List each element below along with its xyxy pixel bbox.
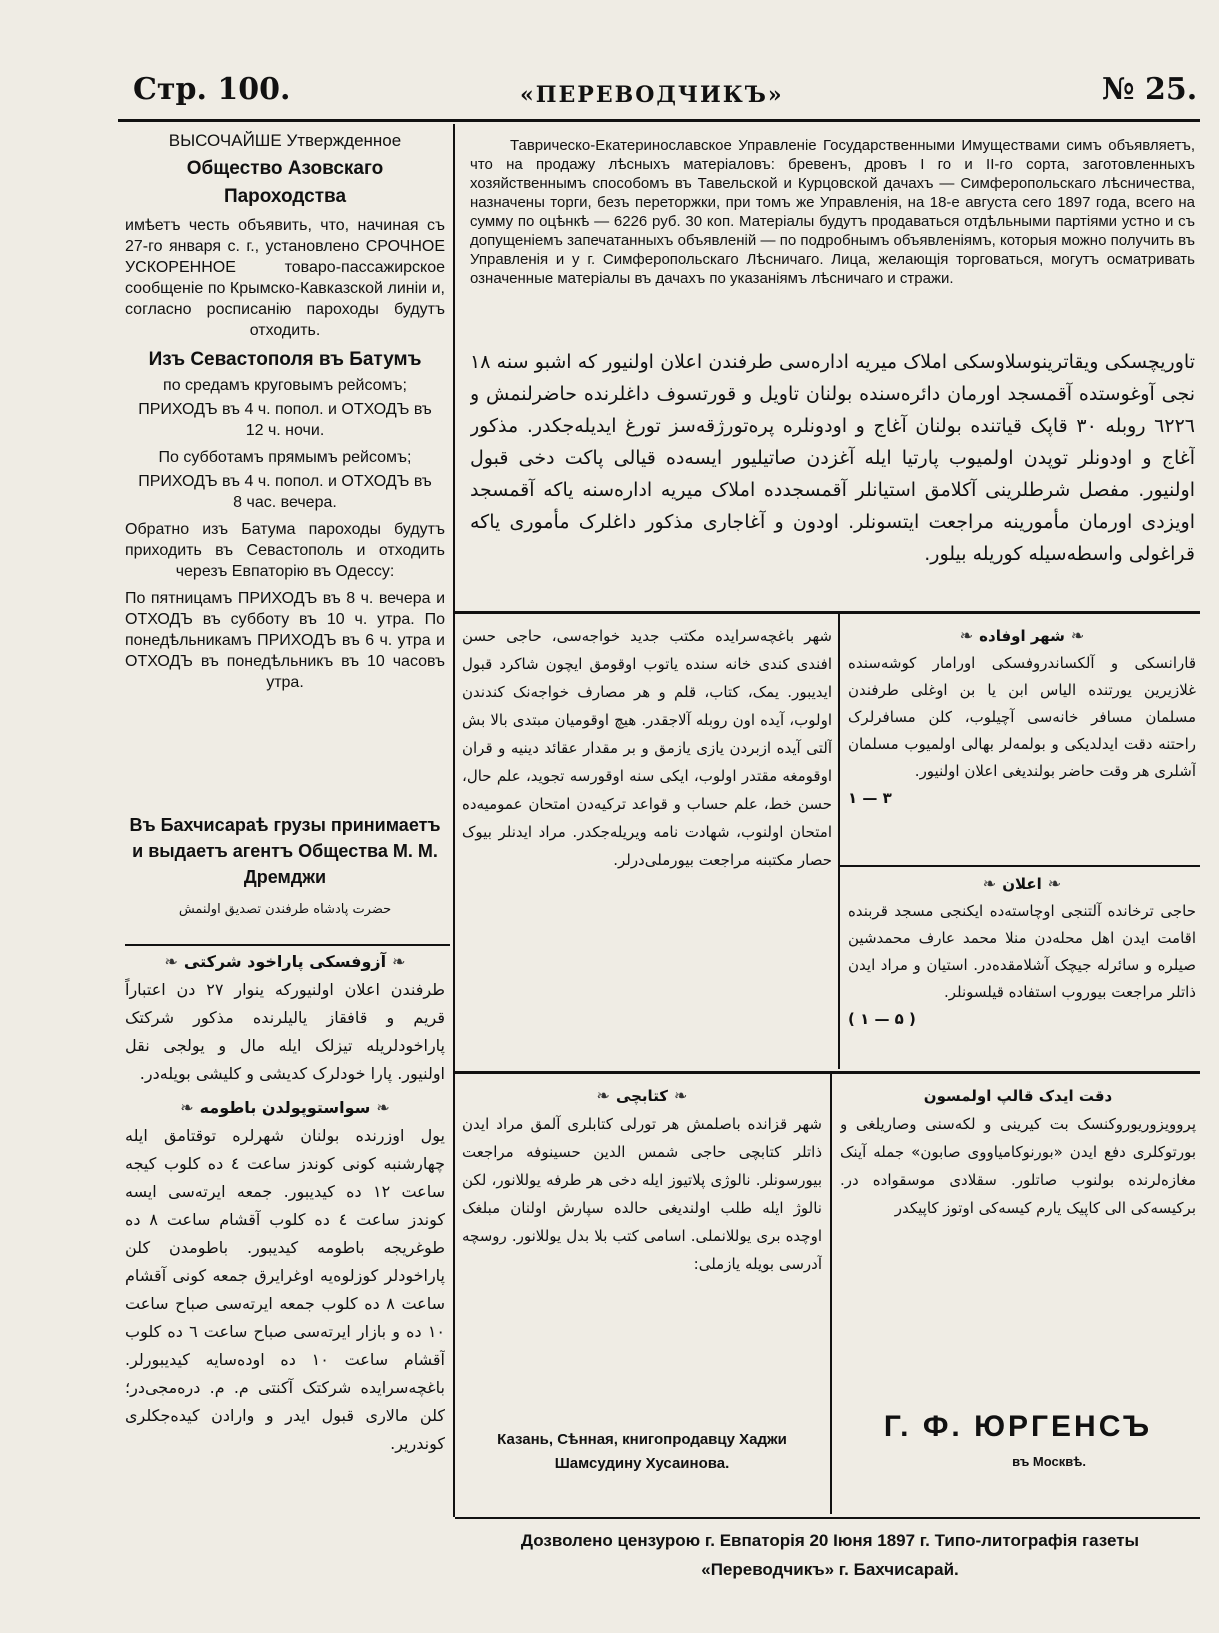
azov-ad-ottoman-title: حضرت پادشاه طرفندن تصدیق اولنمش xyxy=(178,902,392,917)
city-notice xyxy=(848,622,1196,862)
ornament-icon: ❧ xyxy=(1070,626,1085,645)
azov-ad-ottoman-text xyxy=(125,900,445,945)
state-property-notice-ottoman xyxy=(470,346,1195,608)
azov-ad-ottoman-heading xyxy=(125,948,445,976)
page-header xyxy=(0,72,1219,116)
right-split-divider-upper xyxy=(838,614,840,1069)
agent-notice xyxy=(125,812,445,894)
school-ad xyxy=(462,622,832,1067)
page-number: Стр. 100. xyxy=(133,72,291,107)
agent-notice-text: Въ Бахчисараѣ грузы принимаетъ и выдаетъ агентъ Общества М. М. Дремджи xyxy=(129,815,441,887)
ad-intro-text: имѣетъ честь объявить, что, начиная съ 27-го января с. г., установлено СРОЧНОЕ УСКОРЕННОЕ товаро-пассажирское сообщеніе по Крымско-Кавказской линіи и, согласно росписанію пароходы будутъ отходить. xyxy=(125,217,445,339)
company-name: Общество Азовскаго Пароходства xyxy=(186,158,384,207)
soap-firm-name: Г. Ф. ЮРГЕНСЪ xyxy=(883,1410,1153,1443)
right-section-rule-1 xyxy=(455,611,1200,614)
ornament-icon: ❧ xyxy=(1047,874,1062,893)
azov-ad-ottoman-body: طرفندن اعلان اولنیورکه ینوار ۲۷ دن اعتباراً قریم و قافقاز یالیلرنده مذکور شرکتک پاراخودلریله تیزلک ایله مال و یولجی نقل اولنیور. پارا خودلرک کدیشی و کلیشی بویله‌در. xyxy=(125,980,445,1083)
announcement xyxy=(848,870,1196,1067)
censorship-footer: Дозволено цензурою г. Евпаторія 20 Іюня 1897 г. Типо-литографія газеты «Переводчикъ» г. Бахчисарай. xyxy=(520,1531,1140,1579)
ornament-icon: ❧ xyxy=(376,1098,390,1117)
azov-shipping-ad xyxy=(125,130,445,810)
route-heading: Изъ Севастополя въ Батумъ xyxy=(148,349,422,370)
bookseller-address xyxy=(462,1428,822,1488)
sevastopol-batum-heading xyxy=(125,1094,445,1122)
soap-ad-heading: دقت ایدک قالپ اولمسون xyxy=(923,1087,1113,1105)
ornament-icon: ❧ xyxy=(959,626,974,645)
soap-firm-city: въ Москвѣ. xyxy=(1012,1454,1086,1469)
sevastopol-batum-heading-text: سواستوپولدن باطومه xyxy=(199,1098,371,1117)
ad-approval-line: ВЫСОЧАЙШЕ Утвержденное xyxy=(168,131,402,150)
azov-ad-ottoman-heading-text: آزوفسکی پاراخود شرکتی xyxy=(183,952,387,971)
schedule-line-3: По суббoтамъ прямымъ рейсомъ; xyxy=(158,449,412,466)
ornament-icon: ❧ xyxy=(674,1086,688,1105)
soap-firm xyxy=(840,1404,1196,1494)
newspaper-title: «ПЕРЕВОДЧИКЪ» xyxy=(520,82,784,108)
ornament-icon: ❧ xyxy=(596,1086,610,1105)
ornament-icon: ❧ xyxy=(392,952,406,971)
city-notice-tag: ۱ — ۳ xyxy=(848,789,892,807)
announcement-tag: ( ۱ — ۵ ) xyxy=(848,1010,916,1028)
city-notice-heading xyxy=(848,622,1196,650)
city-notice-heading-text: شهر اوفاده xyxy=(979,627,1065,645)
soap-ad-text: پروویزوریوروکنسک بت کیرینی و لکه‌سنی وصاریلغی و بورتوکلری دفع ایدن «بورنوکامیاووی صابون» جمله آینک مغازه‌لرنده بولنوب صاتلور. سقلادی موسقواده در. برکیسه‌کی الی کاپیک یارم کیسه‌کی اوتوز کاپیکدر xyxy=(840,1115,1196,1217)
sevastopol-batum-body: یول اوزرنده بولنان شهرلره توقتامق ایله چهارشنبه کونی کوندز ساعت ٤ ده کلوب کیجه ساعت ۱۲ ده کیدیبور. جمعه ایرته‌سی ایسه کوندز ساعت ٤ ده کلوب آقشام ساعت ۸ ده طوغریجه باطومه کیدیبور. باطومدن کلن پاراخودلر کوزلوه‌یه اوغرایرق جمعه کونی آقشام ساعت ۸ ده کلوب جمعه ایرته‌سی صباح ساعت ۱۰ ده و بازار ایرته‌سی صباح ساعت ٦ ده کلوب آقشام ساعت ۱۰ ده اوده‌سایه کیدیبورلر. باغچه‌سرایده شرکتک آکنتی م. م. دره‌مجی‌در؛ کلن مالاری قبول ایدر و وارادن کیده‌جکلری کوندریر. xyxy=(125,1126,445,1453)
ornament-icon: ❧ xyxy=(180,1098,194,1117)
ornament-icon: ❧ xyxy=(164,952,178,971)
right-split-divider-inner xyxy=(840,865,1200,867)
state-property-notice-ottoman-text: تاوریچسکی ویقاترینوسلاوسکی املاک میریه اداره‌سی طرفندن اعلان اولنیور که اشبو سنه ۱۸ نجی آوغوستده آقمسجد اورمان دائره‌سنده بولنان تاویل و قورتسوف داغلرنده حاضرلنمش و ٦۲۲٦ روبله ۳۰ قاپک قیاتنده بولنان آغاج و اودونلره پره‌تورژقه‌سز تورغ ایدیله‌جکدر. مذکور آغاج و اودونلر توپدن اولمیوب پارتیا ایله آغزدن صاتیلیور ایسه‌ده قیالی پاکت دخی قبول اولنیور. مفصل شرطلرینی آکلامق استیانلر آقمسجدده املاک میریه اداره‌سنه یاکه آقمسجد اویزدی اورمان مأمورینه مراجعت ایتسونلر. اودون و آغاجاری مذکور داغلرک مأموری یاکه قراغولی واسطه‌سیله کوریله بیلور. xyxy=(470,351,1195,565)
bookseller-heading xyxy=(462,1082,822,1110)
bookseller-ad xyxy=(462,1082,822,1427)
footer-rule xyxy=(455,1517,1200,1519)
schedule-line-4: ПРИХОДЪ въ 4 ч. попол. и ОТХОДЪ въ 8 час. вечера. xyxy=(138,473,432,511)
state-property-notice xyxy=(470,136,1195,336)
schedule-line-1: по средамъ круговымъ рейсомъ; xyxy=(163,377,407,394)
announcement-text: حاجی ترخانده آلتنجی اوچاسته‌ده ایکنجی مسجد قربنده اقامت ایدن اهل محله‌دن منلا محمد عارف محمدشین صیلره و سائرله جیچک آشلامقده‌در. استیان و مراد ایدن ذاتلر مراجعت بیوروب استفاده قیلسونلر. xyxy=(848,902,1196,1001)
return-schedule-text: По пятницамъ ПРИХОДЪ въ 8 ч. вечера и ОТХОДЪ въ субботу въ 10 ч. утра. По понедѣльникамъ ПРИХОДЪ въ 6 ч. утра и ОТХОДЪ въ понедѣльникъ въ 10 часовъ утра. xyxy=(125,590,445,691)
issue-number: № 25. xyxy=(1102,72,1198,107)
ornament-icon: ❧ xyxy=(982,874,997,893)
sevastopol-batum-ad xyxy=(125,948,445,1508)
school-ad-text: شهر باغچه‌سرایده مکتب جدید خواجه‌سی، حاجی حسن افندی کندی خانه سنده یاتوب اوقومق ایچون شاکرد قبول ایدیبور. یمک، کتاب، قلم و هر مصارف خواجه‌نک کندندن اولوب، آیده اون روبله آلاجقدر. هیچ اوقومیان مبتدی بالا بش آلتی آیده ازبردن یازی یازمق و بر مقدار عقائد دینیه و قران اوقومغه مقتدر اولوب، ایکی سنه اوقورسه تجوید، علم حال، حسن خط، علم حساب و قواعد ترکیه‌دن امتحان عمومیه‌ده امتحان اولنوب، شهادت نامه ویریله‌جکدر. مراد ایدنلر بیوک حصار مکتبنه مراجعت بیورملی‌درلر. xyxy=(462,627,832,869)
column-divider xyxy=(453,124,455,1517)
bookseller-address-text: Казань, Сѣнная, книгопродавцу Хаджи Шамсудину Хусаинова. xyxy=(497,1431,787,1472)
right-section-rule-2 xyxy=(455,1071,1200,1074)
return-route-text: Обратно изъ Батума пароходы будутъ приходить въ Севастополь и отходить черезъ Евпаторію въ Одессу: xyxy=(125,521,445,580)
bookseller-heading-text: کتابچی xyxy=(615,1087,669,1105)
announcement-heading xyxy=(848,870,1196,898)
soap-ad xyxy=(840,1082,1196,1404)
state-property-notice-text: Таврическо-Екатеринославское Управленіе Государственными Имуществами симъ объявляетъ, что на продажу лѣсныхъ матеріаловъ: бревенъ, дровъ I го и II-го сорта, заготовленныхъ хозяйственнымъ способомъ въ Тавельской и Курцовской дачахъ — Симферопольскаго лѣсничества, назначены торги, безъ переторжки, при томъ же Управленія, на 18-е августа сего 1897 года, всего на сумму по оцѣнкѣ — 6226 руб. 30 коп. Матеріалы будутъ продаваться отдѣльными партіями устно и съ допущеніемъ запечатанныхъ объявленій — по подробнымъ объявленіямъ, которыя можно получить въ Управленія и у г. Симферопольскаго Лѣсничаго. Лица, желающія торговаться, могутъ осматривать означенные матеріалы въ дачахъ по указаніямъ лѣсничаго и стражи. xyxy=(470,137,1195,287)
city-notice-text: قارانسکی و آلکساندروفسکی اورامار کوشه‌سنده غلازیرین یورتنده الیاس ابن یا بن اوغلی طرفندن مسلمان مسافر خانه‌سی آچیلوب، کلن مسافرلرک راحتنه دقت ایدلدیکی و بولمه‌لر بهالی اولمیوب مسلمان آشلری هر وقت حاضر بولندیغی اعلان اولنیور. xyxy=(848,654,1196,780)
header-rule xyxy=(118,119,1200,122)
schedule-line-2: ПРИХОДЪ въ 4 ч. попол. и ОТХОДЪ въ 12 ч. ночи. xyxy=(138,401,432,439)
right-split-divider-lower xyxy=(830,1074,832,1514)
bookseller-text: شهر قزانده باصلمش هر تورلی کتابلری آلمق مراد ایدن ذاتلر کتابچی حاجی شمس الدین حسینوفه مراجعت بیورسونلر. نالوژی پلاتیوز ایله دخی هر طرفه یوللانور، لکن نالوژ ایله طلب اولندیغی حالده سپارش اولنان مبلغک اوچده بری یوللانملی. اسامی کتب بلا بدل یوللانور. روسچه آدرسی بویله یازملی: xyxy=(462,1115,822,1273)
announcement-heading-text: اعلان xyxy=(1002,875,1042,893)
